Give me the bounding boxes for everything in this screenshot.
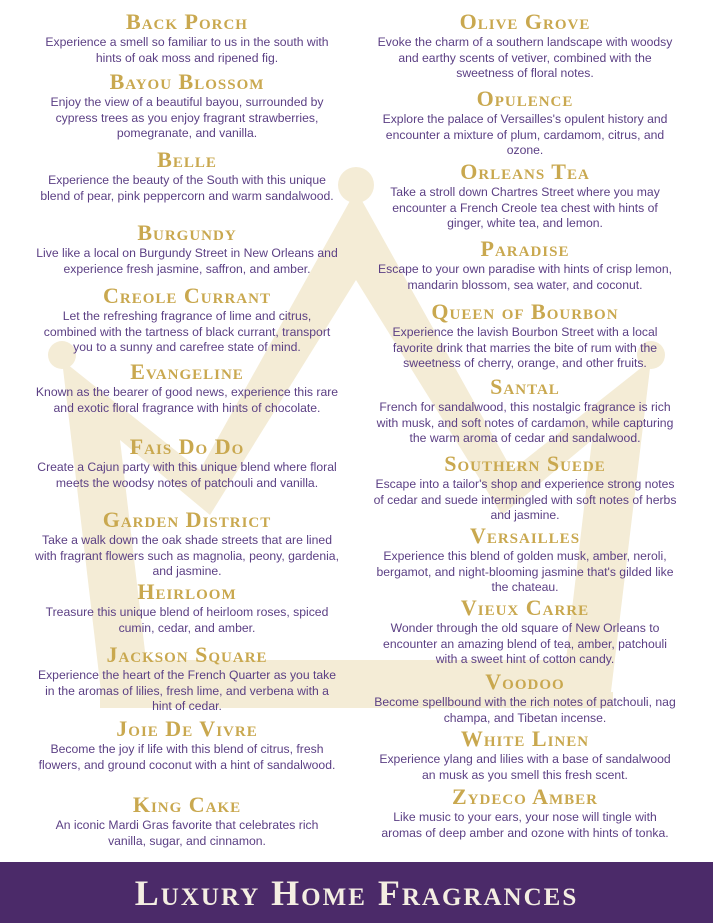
- fragrance-entry: [35, 71, 339, 142]
- fragrance-description: Experience ylang and lilies with a base of sandalwood an musk as you smell this fresh scent.: [379, 752, 671, 782]
- fragrance-description: Explore the palace of Versailles's opulent history and encounter a mixture of plum, cardamom, citrus, and ozone.: [382, 112, 668, 157]
- fragrance-entry: [373, 161, 677, 232]
- fragrance-entry: [35, 285, 339, 356]
- fragrance-description: Become spellbound with the rich notes of patchouli, nag champa, and Tibetan incense.: [374, 695, 676, 725]
- fragrance-description: Live like a local on Burgundy Street in New Orleans and experience fresh jasmine, saffron, and amber.: [36, 246, 338, 276]
- fragrance-entry: [35, 644, 339, 715]
- fragrance-entry: [373, 453, 677, 524]
- fragrance-description: Experience a smell so familiar to us in the south with hints of oak moss and ripened fig.: [45, 35, 329, 65]
- fragrance-name: Versailles: [469, 523, 581, 548]
- footer-banner: [0, 862, 713, 923]
- fragrance-name: Southern Suede: [444, 451, 606, 476]
- fragrance-description: Treasure this unique blend of heirloom roses, spiced cumin, cedar, and amber.: [45, 605, 329, 635]
- fragrance-description: Experience the lavish Bourbon Street with a local favorite drink that marries the bite of rum with the sweetness of cherry, orange, and other fruits.: [392, 325, 658, 370]
- fragrance-description: Experience the heart of the French Quarter as you take in the aromas of lilies, fresh lime, and verbena with a hint of cedar.: [37, 668, 337, 713]
- fragrance-description: Escape to your own paradise with hints of crisp lemon, mandarin blossom, sea water, and coconut.: [378, 262, 672, 292]
- fragrance-entry: [373, 728, 677, 783]
- fragrance-name: Orleans Tea: [460, 159, 590, 184]
- fragrance-name: Evangeline: [130, 359, 244, 384]
- fragrance-description: Wonder through the old square of New Orleans to encounter an amazing blend of tea, amber, patchouli with a sweet hint of cotton candy.: [383, 621, 667, 666]
- fragrance-entry: [373, 525, 677, 596]
- fragrance-name: Bayou Blossom: [109, 69, 265, 94]
- fragrance-name: Heirloom: [137, 579, 237, 604]
- fragrance-description: Evoke the charm of a southern landscape with woodsy and earthy scents of vetiver, combined with the sweetness of floral notes.: [377, 35, 673, 80]
- fragrance-entry: [373, 238, 677, 293]
- fragrance-name: Jackson Square: [106, 642, 268, 667]
- fragrance-description: Let the refreshing fragrance of lime and citrus, combined with the tartness of black currant, transport you to a sunny and carefree state of mind.: [43, 309, 331, 354]
- fragrance-entry: [35, 718, 339, 773]
- fragrance-entry: [373, 786, 677, 841]
- fragrance-name: Opulence: [476, 86, 574, 111]
- fragrance-name: King Cake: [132, 792, 242, 817]
- fragrance-description: Known as the bearer of good news, experience this rare and exotic floral fragrance with hints of chocolate.: [35, 385, 339, 415]
- fragrance-description: Escape into a tailor's shop and experience strong notes of cedar and suede intermingled with soft notes of herbs and jasmine.: [373, 477, 677, 522]
- fragrance-name: Vieux Carre: [460, 595, 590, 620]
- fragrance-entry: [35, 509, 339, 580]
- fragrance-entry: [35, 581, 339, 636]
- fragrance-name: Olive Grove: [459, 9, 591, 34]
- fragrance-name: Fais Do Do: [129, 434, 245, 459]
- fragrance-entry: [373, 301, 677, 372]
- fragrance-description: Create a Cajun party with this unique blend where floral meets the woodsy notes of patchouli and vanilla.: [37, 460, 337, 490]
- fragrance-description: Like music to your ears, your nose will tingle with aromas of deep amber and ozone with hints of tonka.: [381, 810, 669, 840]
- fragrance-name: Queen of Bourbon: [431, 299, 619, 324]
- fragrance-name: Burgundy: [137, 220, 237, 245]
- fragrance-description: Experience the beauty of the South with this unique blend of pear, pink peppercorn and warm sandalwood.: [40, 173, 334, 203]
- fragrance-name: White Linen: [460, 726, 590, 751]
- fragrance-entry: [373, 88, 677, 159]
- fragrance-entry: [35, 361, 339, 416]
- fragrance-name: Creole Currant: [103, 283, 271, 308]
- fragrance-entry: [373, 597, 677, 668]
- fragrance-entry: [35, 222, 339, 277]
- fragrance-entry: [35, 149, 339, 204]
- fragrance-name: Belle: [157, 147, 217, 172]
- fragrance-entry: [35, 794, 339, 849]
- footer-title: Luxury Home Fragrances: [134, 872, 579, 913]
- fragrance-description: French for sandalwood, this nostalgic fragrance is rich with musk, and soft notes of cardamon, while capturing the warm aroma of cedar and sandalwood.: [376, 400, 674, 445]
- fragrance-entry: [35, 436, 339, 491]
- fragrance-name: Zydeco Amber: [451, 784, 599, 809]
- fragrance-description: Take a walk down the oak shade streets that are lined with fragrant flowers such as magnolia, peony, gardenia, and jasmine.: [35, 533, 339, 578]
- fragrance-name: Paradise: [480, 236, 570, 261]
- fragrance-description: Experience this blend of golden musk, amber, neroli, bergamot, and night-blooming jasmine that's gilded like the chateau.: [376, 549, 674, 594]
- fragrance-description: Become the joy if life with this blend of citrus, fresh flowers, and ground coconut with a hint of sandalwood.: [38, 742, 336, 772]
- fragrance-name: Joie De Vivre: [116, 716, 258, 741]
- fragrance-entry: [373, 671, 677, 726]
- fragrance-entry: [35, 11, 339, 66]
- fragrance-description: An iconic Mardi Gras favorite that celebrates rich vanilla, sugar, and cinnamon.: [55, 818, 319, 848]
- fragrance-name: Voodoo: [485, 669, 565, 694]
- fragrance-description: Take a stroll down Chartres Street where you may encounter a French Creole tea chest with hints of ginger, white tea, and lemon.: [390, 185, 660, 230]
- fragrance-description: Enjoy the view of a beautiful bayou, surrounded by cypress trees as you enjoy fragrant strawberries, pomegranate, and vanilla.: [50, 95, 324, 140]
- fragrance-name: Garden District: [102, 507, 272, 532]
- fragrance-entry: [373, 11, 677, 82]
- fragrance-name: Back Porch: [126, 9, 248, 34]
- fragrance-name: Santal: [490, 374, 560, 399]
- fragrance-entry: [373, 376, 677, 447]
